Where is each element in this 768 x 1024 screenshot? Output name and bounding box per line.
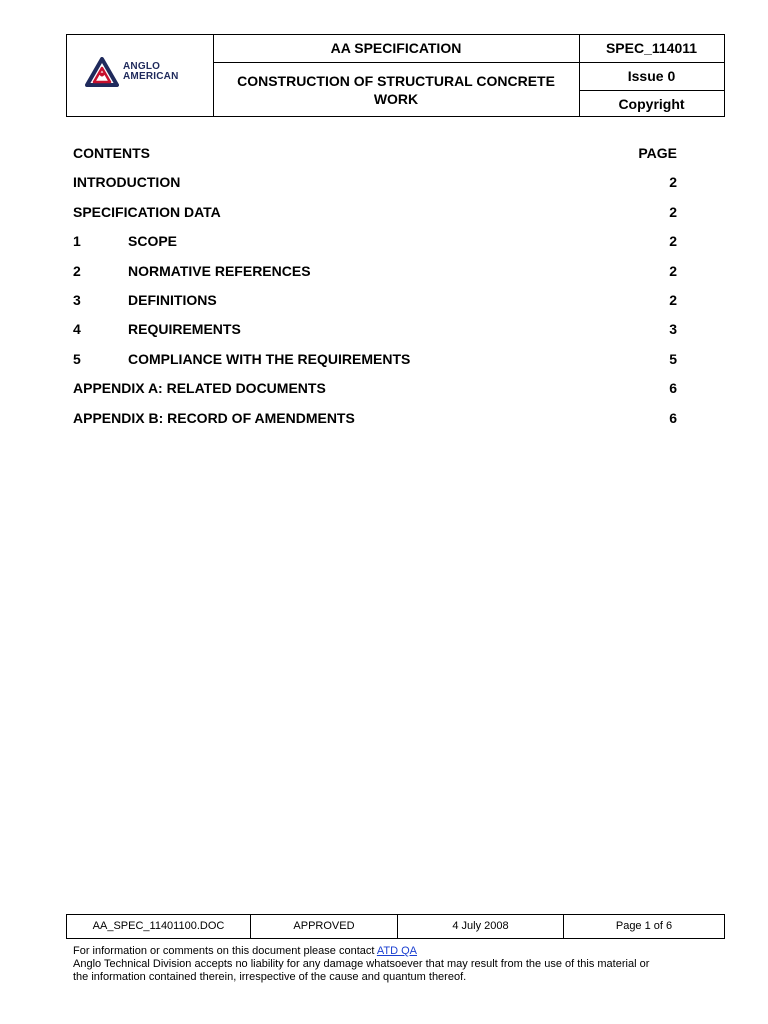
toc-entry-page: 2 <box>669 291 677 308</box>
contact-text: For information or comments on this document please contact <box>73 945 377 957</box>
copyright-label: Copyright <box>618 96 685 112</box>
toc-entry <box>73 261 677 290</box>
toc-entry <box>73 349 677 378</box>
page-heading: PAGE <box>638 145 677 161</box>
toc-entries <box>73 172 677 437</box>
toc-entry-page: 2 <box>669 174 677 191</box>
toc-entry-title: NORMATIVE REFERENCES <box>128 262 311 279</box>
logo-wordmark <box>123 62 179 82</box>
liability-line-1: Anglo Technical Division accepts no liability for any damage whatsoever that may result from the use of this material or <box>73 958 650 970</box>
spec-code: SPEC_114011 <box>579 35 724 63</box>
toc-heading-row <box>73 143 677 172</box>
toc-entry-number: 3 <box>73 291 81 308</box>
disclaimer-notice <box>73 945 703 984</box>
header-meta-cell <box>579 35 724 116</box>
contents-heading: CONTENTS <box>73 145 150 161</box>
toc-entry-page: 2 <box>669 233 677 250</box>
toc-entry-number: 4 <box>73 321 81 338</box>
footer-filename: AA_SPEC_11401100.DOC <box>67 915 251 938</box>
toc-entry <box>73 378 677 407</box>
toc-entry-title: SCOPE <box>128 233 178 250</box>
toc-entry-page: 5 <box>669 350 677 367</box>
toc-entry-page: 2 <box>669 262 677 279</box>
doc-title: CONSTRUCTION OF STRUCTURAL CONCRETE WORK <box>237 73 555 107</box>
toc-entry-title: INTRODUCTION <box>73 174 181 191</box>
logo-cell <box>67 35 214 116</box>
toc-entry-title: REQUIREMENTS <box>128 321 241 338</box>
table-of-contents <box>73 143 677 437</box>
toc-entry-title: SPECIFICATION DATA <box>73 203 221 220</box>
toc-entry-title: APPENDIX B: RECORD OF AMENDMENTS <box>73 409 355 426</box>
toc-entry-title: DEFINITIONS <box>128 291 217 308</box>
toc-entry <box>73 319 677 348</box>
toc-entry-page: 2 <box>669 203 677 220</box>
logo-line1: ANGLO <box>123 61 161 72</box>
toc-entry-number: 5 <box>73 350 81 367</box>
doc-type: AA SPECIFICATION <box>213 35 579 63</box>
logo-line2: AMERICAN <box>123 71 179 82</box>
atd-qa-link[interactable]: ATD QA <box>376 945 418 957</box>
toc-entry <box>73 290 677 319</box>
toc-entry-number: 2 <box>73 262 81 279</box>
anglo-american-logo-icon <box>85 57 119 89</box>
toc-entry-page: 6 <box>669 380 677 397</box>
toc-entry <box>73 231 677 260</box>
toc-entry-title: COMPLIANCE WITH THE REQUIREMENTS <box>128 350 411 367</box>
issue-number: Issue 0 <box>579 63 724 91</box>
toc-entry <box>73 408 677 437</box>
footer-date: 4 July 2008 <box>398 915 564 938</box>
liability-line-2: the information contained therein, irrespective of the cause and quantum thereof. <box>73 971 467 983</box>
header-title-cell <box>213 35 580 116</box>
toc-entry-number: 1 <box>73 233 81 250</box>
document-header-table <box>66 34 725 117</box>
toc-entry-page: 3 <box>669 321 677 338</box>
toc-entry-page: 6 <box>669 409 677 426</box>
toc-entry <box>73 172 677 201</box>
footer-status: APPROVED <box>251 915 398 938</box>
toc-entry <box>73 202 677 231</box>
footer-page: Page 1 of 6 <box>615 920 673 932</box>
document-footer-table <box>66 914 725 939</box>
toc-entry-title: APPENDIX A: RELATED DOCUMENTS <box>73 380 326 397</box>
contact-line <box>73 945 703 958</box>
